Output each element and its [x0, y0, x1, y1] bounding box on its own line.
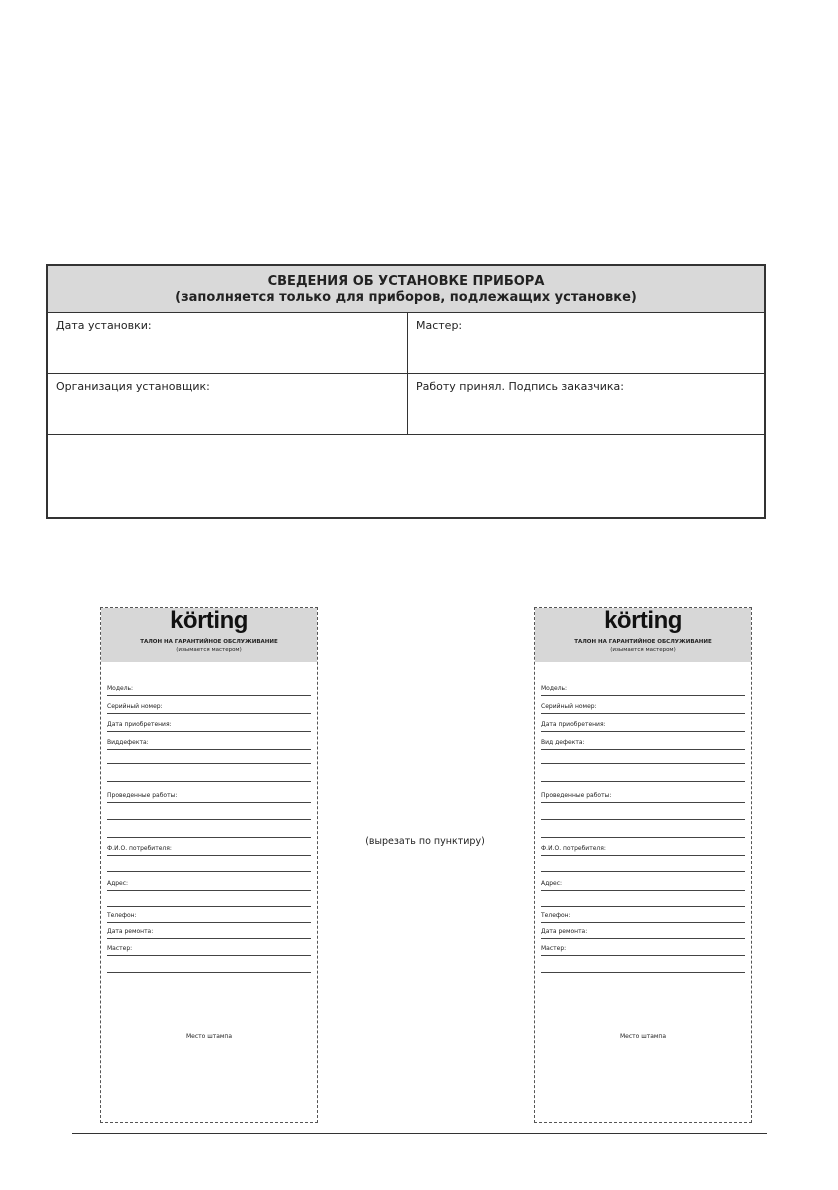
consumer-label: Ф.И.О. потребителя: [107, 845, 172, 852]
blank-line [107, 837, 311, 838]
install-org-label: Организация установщик: [56, 380, 210, 393]
blank-line [107, 819, 311, 820]
installation-subtitle: (заполняется только для приборов, подлежащих установке) [175, 290, 637, 305]
model-field [541, 684, 745, 696]
blank-line [541, 763, 745, 764]
coupon-subtitle: (изымается мастером) [610, 647, 676, 653]
master-label: Мастер: [541, 945, 567, 952]
works-field [541, 791, 745, 803]
phone-field [541, 911, 745, 923]
coupon-header [535, 608, 751, 662]
purchase-date-field [541, 720, 745, 732]
blank-line [107, 972, 311, 973]
repair-date-field [541, 927, 745, 939]
installation-info-table [46, 264, 766, 519]
works-field [107, 791, 311, 803]
address-field [107, 879, 311, 891]
master-label: Мастер: [107, 945, 133, 952]
blank-line [107, 871, 311, 872]
coupon-title: ТАЛОН НА ГАРАНТИЙНОЕ ОБСЛУЖИВАНИЕ [140, 639, 278, 645]
install-master-label: Мастер: [416, 319, 463, 332]
defect-label: Вид дефекта: [541, 739, 585, 746]
consumer-field [541, 844, 745, 856]
repair-date-label: Дата ремонта: [107, 928, 154, 935]
phone-label: Телефон: [107, 912, 137, 919]
defect-field [107, 738, 311, 750]
serial-label: Серийный номер: [107, 703, 163, 710]
install-date-label: Дата установки: [56, 319, 152, 332]
consumer-label: Ф.И.О. потребителя: [541, 845, 606, 852]
repair-date-field [107, 927, 311, 939]
consumer-field [107, 844, 311, 856]
blank-line [107, 906, 311, 907]
coupon-subtitle: (изымается мастером) [176, 647, 242, 653]
works-label: Проведенные работы: [541, 792, 612, 799]
blank-line [541, 819, 745, 820]
purchase-date-label: Дата приобретения: [541, 721, 606, 728]
repair-date-label: Дата ремонта: [541, 928, 588, 935]
serial-label: Серийный номер: [541, 703, 597, 710]
master-field [107, 944, 311, 956]
install-accepted-field [408, 373, 764, 434]
installation-title: СВЕДЕНИЯ ОБ УСТАНОВКЕ ПРИБОРА [267, 274, 545, 289]
installation-table-header [48, 266, 764, 313]
install-org-field [48, 373, 408, 434]
installation-row-1 [48, 312, 764, 374]
works-label: Проведенные работы: [107, 792, 178, 799]
address-field [541, 879, 745, 891]
blank-line [107, 781, 311, 782]
footer-rule [72, 1133, 767, 1134]
brand-logo: körting [604, 607, 682, 634]
stamp-place: Место штампа [185, 1033, 233, 1040]
model-label: Модель: [107, 685, 134, 692]
model-field [107, 684, 311, 696]
defect-field [541, 738, 745, 750]
master-field [541, 944, 745, 956]
coupon-title: ТАЛОН НА ГАРАНТИЙНОЕ ОБСЛУЖИВАНИЕ [574, 639, 712, 645]
stamp-place: Место штампа [619, 1033, 667, 1040]
blank-line [541, 972, 745, 973]
purchase-date-field [107, 720, 311, 732]
purchase-date-label: Дата приобретения: [107, 721, 172, 728]
serial-field [541, 702, 745, 714]
install-notes-area [48, 435, 764, 517]
defect-label: Виддефекта: [107, 739, 149, 746]
install-accepted-label: Работу принял. Подпись заказчика: [416, 380, 624, 393]
cut-instruction: (вырезать по пунктиру) [365, 836, 485, 847]
address-label: Адрес: [107, 880, 129, 887]
blank-line [541, 871, 745, 872]
serial-field [107, 702, 311, 714]
phone-field [107, 911, 311, 923]
install-date-field [48, 312, 408, 373]
warranty-coupon-left [100, 607, 318, 1123]
blank-line [541, 781, 745, 782]
install-master-field [408, 312, 764, 373]
blank-line [541, 906, 745, 907]
coupon-header [101, 608, 317, 662]
model-label: Модель: [541, 685, 568, 692]
blank-line [541, 837, 745, 838]
installation-row-2 [48, 373, 764, 435]
address-label: Адрес: [541, 880, 563, 887]
blank-line [107, 763, 311, 764]
warranty-coupon-right [534, 607, 752, 1123]
phone-label: Телефон: [541, 912, 571, 919]
brand-logo: körting [170, 607, 248, 634]
